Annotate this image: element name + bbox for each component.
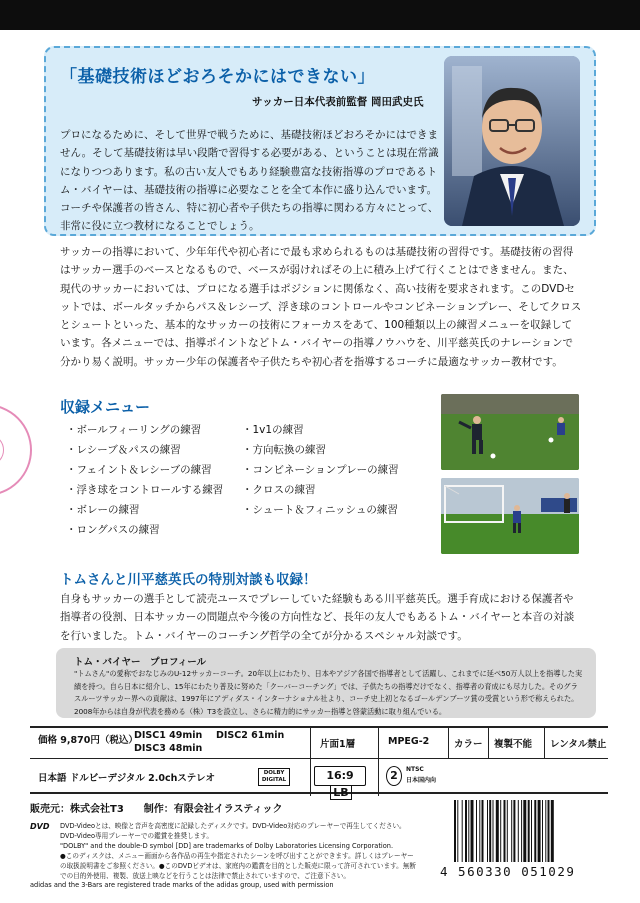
barcode-bar xyxy=(534,800,536,862)
barcode-bar xyxy=(531,800,532,862)
barcode-bar xyxy=(454,800,456,862)
profile-box xyxy=(56,648,596,718)
barcode-bar xyxy=(471,800,474,862)
intro-paragraph: サッカーの指導において、少年年代や初心者にで最も求められるものは基礎技術の習得です。基礎技術の習得はサッカー選手のベースとなるもので、ベースが弱ければその上に積み上げて行くことはできません。また、現代のサッカーにおいては、プロになる選手はポジションに関係なく、高い技術を要求されます。このDVDセットでは、ボールタッチからパス＆レシーブ、浮き球のコントロールやコンビネーションプレー、そしてクロスとシュートといった、基本的なサッカーの技術にフォーカスをあて、100種類以上の練習メニューを収録しています。各メニューでは、指導ポイントなどトム・バイヤーの指導ノウハウを、川平慈英氏のナレーションで分かり易く説明。サッカー少年の保護者や子供たちや初心者を指導するコーチに最適なサッカー教材です。 xyxy=(60,246,582,368)
profile-title: トム・バイヤー プロフィール xyxy=(74,657,207,668)
talk-section-title: トムさんと川平慈英氏の特別対談も収録！ xyxy=(60,572,317,588)
region-2-icon: 2 xyxy=(386,766,402,786)
barcode-number: 4 560330 051029 xyxy=(440,864,576,879)
spec-audio: 日本語 ドルビーデジタル 2.0chステレオ xyxy=(38,773,216,784)
spec-disc1: DISC1 49min xyxy=(134,730,203,741)
barcode-bar xyxy=(528,800,530,862)
menu-list-right xyxy=(242,420,399,520)
barcode-bar xyxy=(487,800,488,862)
spec-color: カラー xyxy=(454,739,483,750)
region-label: 日本国内向 xyxy=(406,777,437,784)
menu-item: ・1v1の練習 xyxy=(242,424,304,436)
spec-copy: 複製不能 xyxy=(494,739,533,750)
dvd-video-logo: DVD xyxy=(30,822,50,831)
menu-item: ・コンビネーションプレーの練習 xyxy=(242,464,399,476)
training-photo-2-illustration xyxy=(441,478,579,554)
menu-section-title: 収録メニュー xyxy=(60,398,151,416)
barcode-bar xyxy=(548,800,550,862)
aspect-badge xyxy=(314,766,366,799)
barcode-bar xyxy=(538,800,541,862)
seller-credits: 販売元：株式会社T3 制作：有限会社イラスティック xyxy=(30,804,283,815)
quote-title: 「基礎技術ほどおろそかにはできない」 xyxy=(60,67,375,87)
spec-divider xyxy=(30,758,608,759)
training-photo-1-illustration xyxy=(441,394,579,470)
barcode-bar xyxy=(511,800,512,862)
menu-item: ・ボレーの練習 xyxy=(66,504,140,516)
menu-item: ・レシーブ＆パスの練習 xyxy=(66,444,181,456)
legal-notes xyxy=(60,821,420,881)
barcode-bar xyxy=(476,800,477,862)
spec-divider xyxy=(310,728,311,796)
training-photo-2 xyxy=(441,478,579,554)
spec-divider xyxy=(378,728,379,796)
barcode-bar xyxy=(465,800,467,862)
note-line: "DOLBY" and the double-D symbol [DD] are trademarks of Dolby Laboratories Licensing Corporation. xyxy=(60,842,394,850)
spec-disc3: DISC3 48min xyxy=(134,743,203,754)
spec-divider xyxy=(544,728,545,758)
barcode-bar xyxy=(462,800,463,862)
letterbox-mark: LB xyxy=(330,785,351,800)
spec-disc2: DISC2 61min xyxy=(216,730,285,741)
okada-quote-box xyxy=(44,46,596,236)
spec-price: 価格 9,870円（税込） xyxy=(38,735,138,746)
barcode-bar xyxy=(504,800,506,862)
adidas-trademark-note: adidas and the 3-Bars are registered trade marks of the adidas group, used with permission xyxy=(30,881,334,889)
barcode-bar xyxy=(513,800,515,862)
note-line: ●このディスクは、メニュー画面から各作品の再生や指定されたシーンを呼び出すことができます。詳しくはプレーヤーの取扱説明書をご参照ください。●このDVDビデオは、家庭内の鑑賞を目的とした販売に限って許可されています。無断での目的外使用、複製、放送上映などを行うことは法律で禁止されていますので、ご注意下さい。 xyxy=(60,852,416,880)
disc-outline-decoration xyxy=(0,404,32,496)
top-black-bar xyxy=(0,0,640,30)
barcode-bar xyxy=(496,800,499,862)
barcode-bar xyxy=(523,800,526,862)
portrait-illustration xyxy=(444,56,580,226)
spec-divider xyxy=(448,728,449,758)
barcode-bar xyxy=(489,800,491,862)
note-line: DVD-Videoとは、映像と音声を高密度に記録したディスクです。DVD-Video対応のプレーヤーで再生してください。 xyxy=(60,822,406,830)
barcode-bar xyxy=(521,800,522,862)
aspect-ratio: 16:9 xyxy=(326,769,354,782)
menu-item: ・ボールフィーリングの練習 xyxy=(66,424,202,436)
menu-item: ・方向転換の練習 xyxy=(242,444,326,456)
spec-divider xyxy=(488,728,489,758)
spec-rental: レンタル禁止 xyxy=(550,739,607,750)
barcode-bar xyxy=(479,800,480,862)
profile-body: "トムさん"の愛称でおなじみのU-12サッカーコーチ。20年以上にわたり、日本やアジア各国で指導者として活躍し、これまでに延べ50万人以上を指導した実績を持つ。自ら日本に紹介し、15年にわたり普及に努めた「クーバーコーチング」では、子供たちの指導だけでなく、指導者の育成にも尽力した。そのグラスルーツサッカー界への貢献は、1997年にアディダス・インターナショナル社より、コーチ史上初となるゴールデンブーツ賞の受賞という形で称えられた。2008年からは自身が代表を務める（株）T3を設立し、さらに精力的にサッカー指導と啓蒙活動に取り組んでいる。 xyxy=(74,669,583,716)
spec-table xyxy=(30,726,608,799)
note-line: DVD-Video専用プレーヤーでの鑑賞を推奨します。 xyxy=(60,832,213,840)
spec-layer: 片面1層 xyxy=(320,739,356,750)
barcode-bar xyxy=(468,800,469,862)
menu-item: ・フェイント＆レシーブの練習 xyxy=(66,464,212,476)
talk-body: 自身もサッカーの選手として読売ユースでプレーしていた経験もある川平慈英氏。選手育成における保護者や指導者の役割、日本サッカーの問題点や今後の方向性など、長年の友人でもあるトム・バイヤーと本音の対談を行いました。トム・バイヤーのコーチング哲学の全てが分かるスペシャル対談です。 xyxy=(60,593,575,642)
menu-item: ・ロングパスの練習 xyxy=(66,524,160,536)
barcode-bar xyxy=(545,800,546,862)
barcode-bar xyxy=(507,800,508,862)
menu-list-left xyxy=(66,420,223,540)
menu-item: ・シュート＆フィニッシュの練習 xyxy=(242,504,398,516)
barcode-bar xyxy=(493,800,494,862)
barcode-bar xyxy=(551,800,554,862)
dolby-digital-logo: DOLBY DIGITAL xyxy=(258,768,290,786)
quote-body: プロになるために、そして世界で戦うために、基礎技術ほどおろそかにはできません。そして基礎技術は早い段階で習得する必要がある、ということは現在常識になりつつあります。私の古い友人でもあり経験豊富な技術指導のプロであるトム・バイヤーは、基礎技術の指導に必要なことを全て本作に盛り込んでいます。コーチや保護者の皆さん、特に初心者や子供たちの指導に関わる方々にとって、非常に役に立つ教材になることでしょう。 xyxy=(60,129,439,233)
barcode-bar xyxy=(457,800,458,862)
menu-item: ・浮き球をコントロールする練習 xyxy=(66,484,224,496)
ntsc-label: NTSC xyxy=(406,766,424,773)
barcode-bar xyxy=(542,800,543,862)
training-photo-1 xyxy=(441,394,579,470)
okada-portrait-photo xyxy=(444,56,580,226)
barcode-bar xyxy=(500,800,501,862)
menu-item: ・クロスの練習 xyxy=(242,484,316,496)
spec-format: MPEG-2 xyxy=(388,736,430,747)
barcode-bar xyxy=(482,800,484,862)
barcode-bar xyxy=(518,800,519,862)
quote-author: サッカー日本代表前監督 岡田武史氏 xyxy=(252,96,424,108)
